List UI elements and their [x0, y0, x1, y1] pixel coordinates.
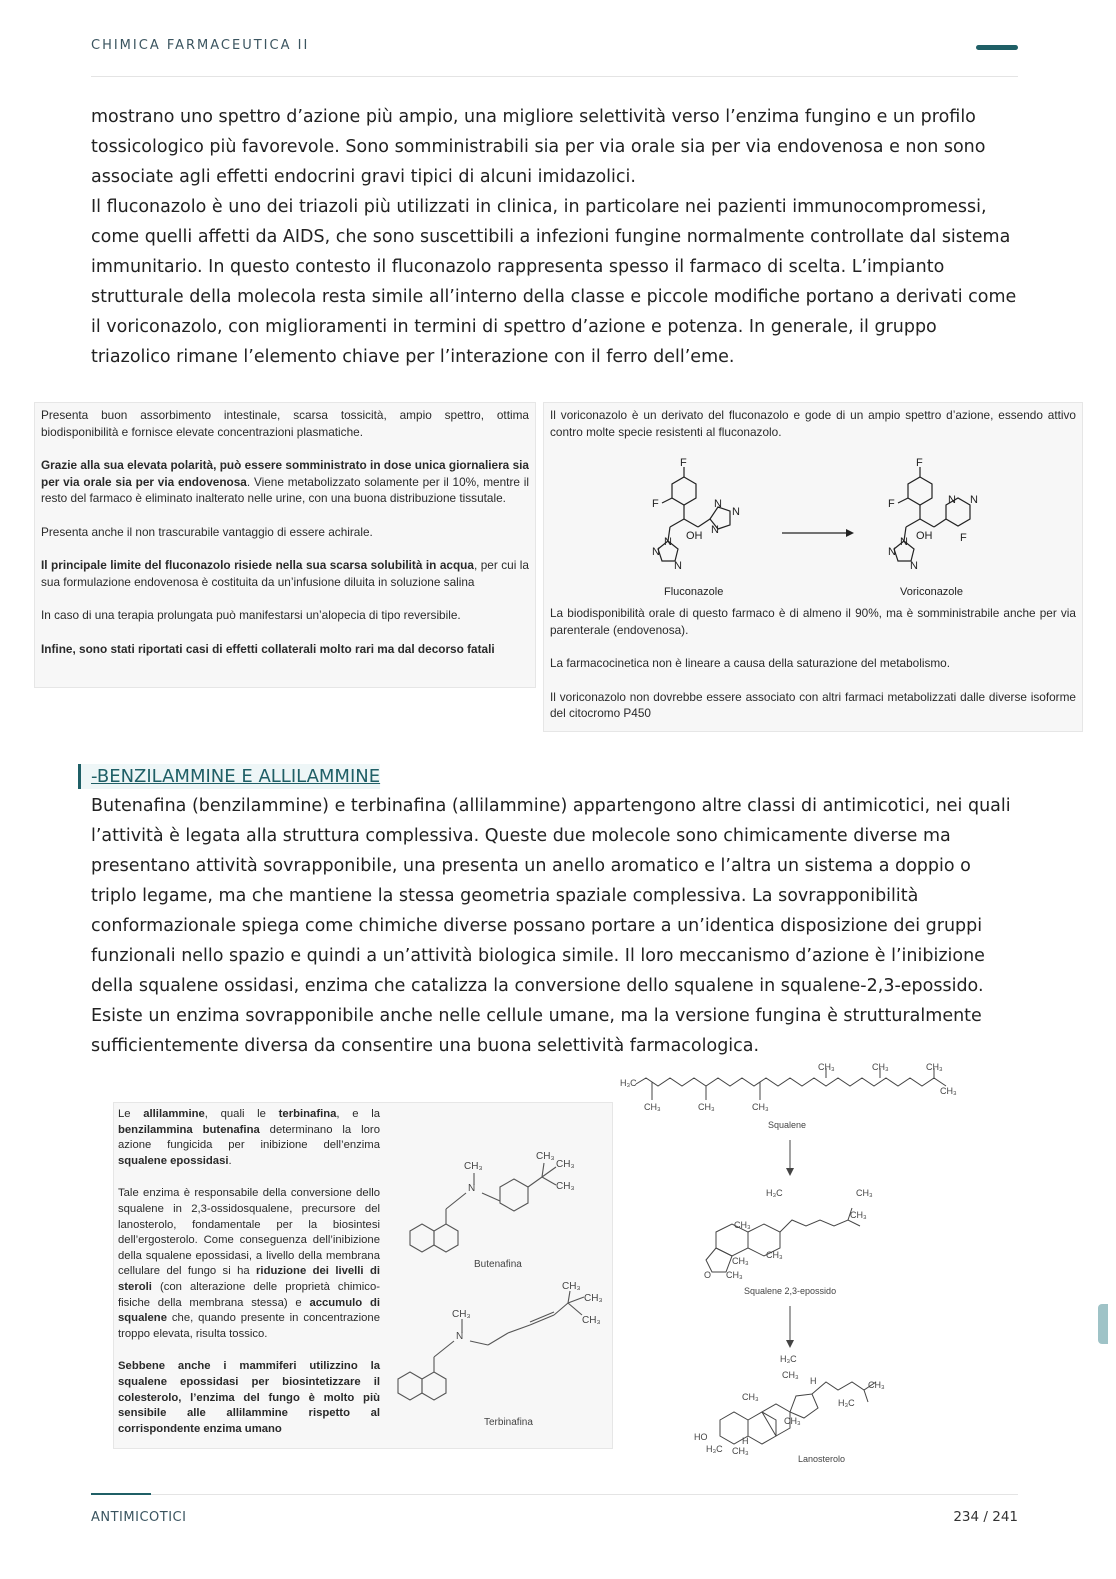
allylamine-p3: Sebbene anche i mammiferi utilizzino la squalene epossidasi per biosintetizzare il colesterolo, l’enzima del fungo è molto più sensibile alle allilammine rispetto al corrispondente enzima umano: [118, 1360, 380, 1435]
methyl-label: CH₃: [940, 1086, 957, 1096]
atom-n: N: [732, 506, 740, 518]
fluconazole-p1: Presenta buon assorbimento intestinale, scarsa tossicità, ampio spettro, ottima biodisponibilità e fornisce elevate concentrazioni plasmatiche.: [41, 408, 529, 439]
atom-oh: OH: [916, 530, 933, 542]
hydroxyl-label: HO: [694, 1432, 708, 1442]
header-accent-bar: [976, 45, 1018, 50]
atom-oh: OH: [686, 530, 703, 542]
atom-n: N: [888, 546, 896, 558]
footer-divider: [91, 1494, 1018, 1495]
methyl-label: CH₃: [452, 1309, 471, 1320]
methyl-label: CH₃: [734, 1220, 751, 1230]
fluconazole-p3: Presenta anche il non trascurabile vantaggio di essere achirale.: [41, 524, 373, 539]
atom-f: F: [960, 532, 967, 544]
header-divider: [91, 76, 1018, 77]
footer-chapter: ANTIMICOTICI: [91, 1510, 187, 1525]
terbinafina-label: Terbinafina: [484, 1417, 533, 1428]
methyl-label: CH₃: [856, 1188, 873, 1198]
fluconazole-p2: Grazie alla sua elevata polarità, può essere somministrato in dose unica giornaliera sia per via orale sia per via endovenosa. Viene metabolizzato solamente per il 10%, mentre il resto del farmaco è eliminato inalterato nelle urine, con una buona distribuzione tissutale.: [41, 458, 529, 505]
azole-structures: [550, 457, 1076, 605]
allylamine-panel: [113, 1102, 613, 1449]
lanosterol-label: Lanosterolo: [798, 1454, 846, 1464]
methyl-label: H₃C: [766, 1188, 783, 1198]
hydrogen-label: H: [742, 1436, 749, 1446]
atom-f: F: [916, 457, 923, 469]
methyl-label: CH₃: [732, 1446, 749, 1456]
atom-n: N: [900, 536, 908, 548]
methyl-label: H₃C: [620, 1078, 637, 1088]
methyl-label: H₃C: [780, 1354, 797, 1364]
atom-f: F: [680, 457, 687, 469]
atom-n: N: [664, 536, 672, 548]
methyl-label: CH₃: [752, 1102, 769, 1112]
methyl-label: H₃C: [706, 1444, 723, 1454]
methyl-label: CH₃: [536, 1151, 555, 1162]
fluconazole-p4: Il principale limite del fluconazolo risiede nella sua scarsa solubilità in acqua, per cui la sua formulazione endovenosa è costituita da un’infusione diluita in soluzione salina: [41, 558, 529, 589]
fluconazole-panel: [34, 402, 536, 688]
methyl-label: CH₃: [782, 1370, 799, 1380]
section-heading: -BENZILAMMINE E ALLILAMMINE: [78, 764, 380, 789]
section-text: [91, 791, 1021, 1061]
fluconazole-label: Fluconazole: [664, 586, 724, 598]
atom-n: N: [711, 524, 719, 536]
butenafina-label: Butenafina: [474, 1259, 522, 1270]
epoxide-label: Squalene 2,3-epossido: [744, 1286, 837, 1296]
intro-paragraph-1: mostrano uno spettro d’azione più ampio, una migliore selettività verso l’enzima fungino e un profilo tossicologico più favorevole. Sono somministrabili sia per via orale sia per via endovenosa e non sono associate agli effetti endocrini gravi tipici di alcuni imidazolici.: [91, 107, 986, 187]
voriconazole-label: Voriconazole: [900, 586, 963, 598]
allylamine-p1: Le allilammine, quali le terbinafina, e la benzilammina butenafina determinano la loro azione fungicida per inibizione dell’enzima squalene epossidasi.: [118, 1108, 380, 1167]
methyl-label: CH₃: [726, 1270, 743, 1280]
atom-n: N: [910, 560, 918, 572]
voriconazole-p2: La biodisponibilità orale di questo farmaco è di almeno il 90%, ma è somministrabile anche per via parenterale (endovenosa).: [550, 606, 1076, 637]
atom-f: F: [652, 498, 659, 510]
allylamine-structures: [390, 1121, 610, 1441]
atom-n: N: [652, 546, 660, 558]
running-header-title: CHIMICA FARMACEUTICA II: [91, 38, 310, 53]
methyl-label: CH₃: [850, 1210, 867, 1220]
allylamine-text: [118, 1107, 380, 1437]
section-paragraph: Butenafina (benzilammine) e terbinafina (allilammine) appartengono altre classi di antimicotici, nei quali l’attività è legata alla struttura complessiva. Queste due molecole sono chimicamente diverse ma presentano attività sovrapponibile, una presenta un anello aromatico e l’altra un sistema a doppio o triplo legame, ma che mantiene la stessa geometria spaziale complessiva. La sovrapponibilità conformazionale spiega come chimiche diverse possano portare a un’identica disposizione dei gruppi funzionali nello spazio e quindi a un’attività biologica simile. Il loro meccanismo d’azione è l’inibizione della squalene ossidasi, enzima che catalizza la conversione dello squalene in squalene-2,3-epossido. Esiste un enzima sovrapponibile anche nelle cellule umane, ma la versione fungina è strutturalmente sufficientemente diversa da consentire una buona selettività farmacologica.: [91, 796, 1011, 1056]
page-number: 234 / 241: [953, 1509, 1018, 1525]
oxygen-label: O: [704, 1270, 712, 1280]
atom-n: N: [674, 560, 682, 572]
side-tab[interactable]: [1098, 1304, 1108, 1344]
atom-n: N: [468, 1183, 476, 1194]
hydrogen-label: H: [810, 1376, 817, 1386]
atom-n: N: [948, 494, 956, 506]
voriconazole-p4: Il voriconazolo non dovrebbe essere associato con altri farmaci metabolizzati dalle diverse isoforme del citocromo P450: [550, 689, 1076, 720]
methyl-label: CH₃: [926, 1062, 943, 1072]
methyl-label: CH₃: [698, 1102, 715, 1112]
methyl-label: CH₃: [742, 1392, 759, 1402]
methyl-label: CH₃: [784, 1416, 801, 1426]
atom-n: N: [456, 1331, 464, 1342]
footer-accent-bar: [91, 1493, 151, 1495]
voriconazole-p3: La farmacocinetica non è lineare a causa della saturazione del metabolismo.: [550, 656, 951, 670]
allylamine-p2: Tale enzima è responsabile della conversione dello squalene in 2,3-ossidosqualene, precursore del lanosterolo, fondamentale per la biosintesi dell’ergosterolo. Come conseguenza dell’inibizione della squalene epossidasi, a livello della membrana cellulare del fungo si ha riduzione dei livelli di steroli (con alterazione delle proprietà chimico-fisiche della membrana stessa) e accumulo di squalene che, quando presente in concentrazione troppo elevata, risulta tossico.: [118, 1187, 380, 1340]
voriconazole-panel: [543, 402, 1083, 732]
methyl-label: CH₃: [872, 1062, 889, 1072]
methyl-label: H₃C: [838, 1398, 855, 1408]
squalene-label: Squalene: [768, 1120, 807, 1130]
atom-n: N: [714, 498, 722, 510]
fluconazole-p6: Infine, sono stati riportati casi di effetti collaterali molto rari ma dal decorso fatali: [41, 641, 495, 656]
methyl-label: CH₃: [732, 1256, 749, 1266]
voriconazole-p1: Il voriconazolo è un derivato del fluconazolo e gode di un ampio spettro d’azione, essendo attivo contro molte specie resistenti al fluconazolo.: [550, 408, 1076, 439]
methyl-label: CH₃: [556, 1159, 575, 1170]
methyl-label: CH₃: [582, 1315, 601, 1326]
fluconazole-p5: In caso di una terapia prolungata può manifestarsi un’alopecia di tipo reversibile.: [41, 608, 461, 622]
methyl-label: CH₃: [766, 1250, 783, 1260]
methyl-label: CH₃: [562, 1281, 581, 1292]
intro-text: [91, 102, 1021, 372]
methyl-label: CH₃: [464, 1161, 483, 1172]
methyl-label: CH₃: [584, 1293, 603, 1304]
methyl-label: CH₃: [556, 1181, 575, 1192]
methyl-label: CH₃: [868, 1380, 885, 1390]
squalene-pathway-diagram: [616, 1060, 966, 1470]
intro-paragraph-2: Il fluconazolo è uno dei triazoli più utilizzati in clinica, in particolare nei pazienti immunocompromessi, come quelli affetti da AIDS, che sono suscettibili a infezioni fungine normalmente controllate dal sistema immunitario. In questo contesto il fluconazolo rappresenta spesso il farmaco di scelta. L’impianto strutturale della molecola resta simile all’interno della classe e piccole modifiche portano a derivati come il voriconazolo, con miglioramenti in termini di spettro d’azione e potenza. In generale, il gruppo triazolico rimane l’elemento chiave per l’interazione con il ferro dell’eme.: [91, 197, 1017, 367]
atom-f: F: [888, 498, 895, 510]
fluconazole-voriconazole-diagram: [550, 457, 1070, 607]
methyl-label: CH₃: [818, 1062, 835, 1072]
atom-n: N: [970, 494, 978, 506]
methyl-label: CH₃: [644, 1102, 661, 1112]
